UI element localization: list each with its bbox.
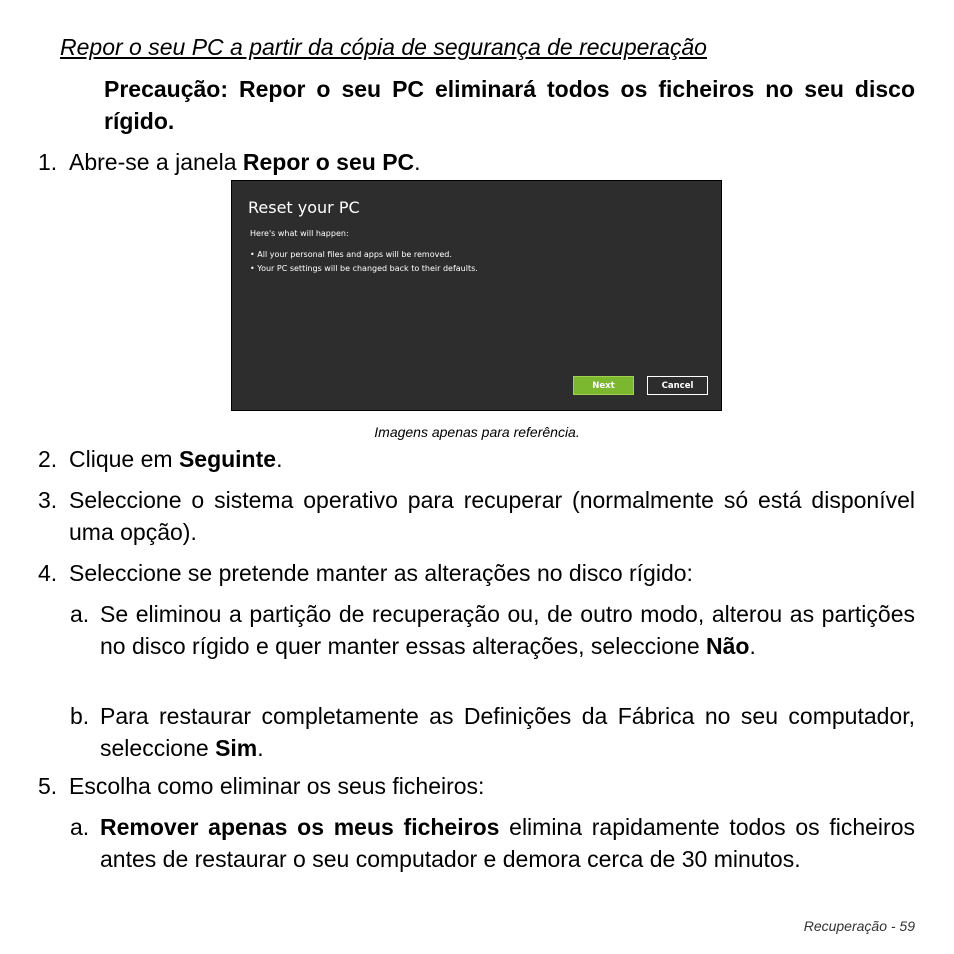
step-number: 5. — [38, 773, 58, 799]
step-text-plain: Abre-se a janela — [69, 149, 243, 175]
next-button[interactable]: Next — [573, 376, 634, 395]
reset-pc-dialog-screenshot — [231, 180, 722, 411]
step-text: Seleccione o sistema operativo para recuperar (normalmente só está disponível uma opção). — [69, 487, 915, 545]
step-text-bold: Sim — [215, 735, 258, 761]
dialog-bullet: • Your PC settings will be changed back to their defaults. — [250, 264, 478, 273]
step-number: 2. — [38, 446, 58, 472]
step-text — [100, 700, 915, 764]
cancel-button[interactable]: Cancel — [647, 376, 708, 395]
step-text — [100, 811, 915, 875]
step-text-plain: elimina rapidamente todos os ficheiros antes de restaurar o seu computador e demora cerca de 30 minutos. — [100, 814, 915, 872]
dialog-bullet: • All your personal files and apps will be removed. — [250, 250, 452, 259]
step-text-plain: . — [414, 149, 421, 175]
step-text-plain: Se eliminou a partição de recuperação ou, de outro modo, alterou as partições no disco rígido e quer manter essas alterações, seleccione — [100, 601, 915, 659]
step-text-plain: . — [276, 446, 283, 472]
dialog-title: Reset your PC — [248, 198, 360, 217]
dialog-subtitle: Here's what will happen: — [250, 229, 349, 238]
step-text-plain: . — [749, 633, 756, 659]
step-text: Seleccione se pretende manter as alterações no disco rígido: — [69, 560, 693, 586]
step-text-bold: Seguinte — [178, 446, 277, 472]
step-text — [100, 598, 915, 662]
step-number: a. — [70, 814, 90, 840]
step-number: b. — [70, 703, 90, 729]
step-text-plain: . — [257, 735, 264, 761]
step-number: 1. — [38, 149, 58, 175]
step-text — [69, 443, 915, 475]
page-footer: Recuperação - 59 — [803, 918, 915, 934]
image-caption: Imagens apenas para referência. — [374, 424, 580, 440]
step-text-bold: Repor o seu PC — [242, 149, 415, 175]
step-text-plain: Para restaurar completamente as Definições da Fábrica no seu computador, seleccione — [100, 703, 915, 761]
caution-note: Precaução: Repor o seu PC eliminará todos os ficheiros no seu disco rígido. — [104, 76, 915, 134]
step-text: Escolha como eliminar os seus ficheiros: — [69, 773, 485, 799]
step-text-bold: Remover apenas os meus ficheiros — [100, 814, 500, 840]
step-number: 3. — [38, 487, 58, 513]
section-heading: Repor o seu PC a partir da cópia de segurança de recuperação — [60, 34, 707, 60]
step-number: 4. — [38, 560, 58, 586]
step-text — [69, 146, 915, 178]
step-text-bold: Não — [706, 633, 750, 659]
step-text-plain: Clique em — [69, 446, 179, 472]
step-number: a. — [70, 601, 90, 627]
